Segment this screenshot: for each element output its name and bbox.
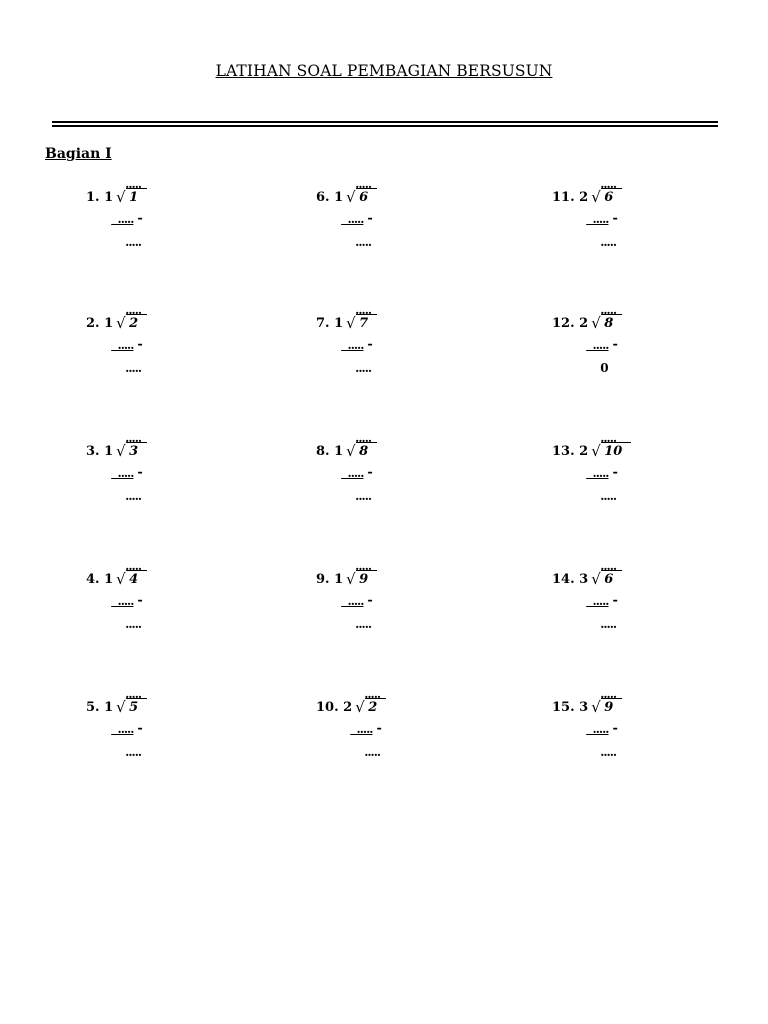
division-problem	[86, 177, 226, 280]
dividend-value: 9	[359, 572, 369, 587]
subtrahend-placeholder: .....	[111, 212, 134, 226]
subtraction-line	[586, 212, 608, 226]
minus-sign: -	[137, 593, 143, 608]
divisor-label: 9. 1	[316, 572, 344, 587]
dividend-value: 7	[359, 316, 369, 331]
dividend-value: 4	[129, 572, 139, 587]
quotient-placeholder: .....	[125, 177, 142, 191]
quotient-placeholder: .....	[600, 431, 617, 445]
division-bracket-icon: √	[116, 442, 126, 460]
division-problem	[316, 177, 456, 280]
subtrahend-placeholder: .....	[111, 722, 134, 736]
dividend-value: 6	[359, 190, 369, 205]
remainder-value: .....	[355, 489, 372, 503]
division-bracket-icon: √	[346, 442, 356, 460]
divisor-label: 8. 1	[316, 444, 344, 459]
divisor-label: 1. 1	[86, 190, 114, 205]
remainder-value: .....	[600, 745, 617, 759]
divisor-label: 11. 2	[552, 190, 589, 205]
dividend-value: 10	[604, 444, 623, 459]
minus-sign: -	[137, 465, 143, 480]
minus-sign: -	[367, 211, 373, 226]
remainder-value: .....	[125, 361, 142, 375]
minus-sign: -	[137, 337, 143, 352]
subtrahend-placeholder: .....	[341, 594, 364, 608]
divisor-label: 6. 1	[316, 190, 344, 205]
minus-sign: -	[612, 721, 618, 736]
subtraction-line	[111, 212, 133, 226]
dividend-value: 2	[368, 700, 378, 715]
remainder-value: .....	[364, 745, 381, 759]
division-problem	[316, 431, 456, 534]
subtrahend-placeholder: .....	[350, 722, 373, 736]
dividend-value: 6	[604, 572, 614, 587]
page-title: LATIHAN SOAL PEMBAGIAN BERSUSUN	[215, 62, 553, 80]
minus-sign: -	[367, 465, 373, 480]
subtraction-line	[350, 722, 372, 736]
minus-sign: -	[137, 721, 143, 736]
division-problem	[552, 303, 692, 406]
dividend-value: 8	[604, 316, 614, 331]
divisor-label: 15. 3	[552, 700, 589, 715]
division-bracket-icon: √	[116, 570, 126, 588]
division-bracket-icon: √	[346, 188, 356, 206]
quotient-placeholder: .....	[125, 303, 142, 317]
dividend-value: 8	[359, 444, 369, 459]
quotient-placeholder: .....	[600, 177, 617, 191]
division-bracket-icon: √	[591, 442, 601, 460]
division-problem	[86, 559, 226, 662]
divisor-label: 14. 3	[552, 572, 589, 587]
subtraction-line	[111, 594, 133, 608]
division-problem	[316, 687, 456, 790]
division-bracket-icon: √	[591, 314, 601, 332]
subtraction-line	[341, 594, 363, 608]
division-problem	[86, 303, 226, 406]
dividend-value: 3	[129, 444, 139, 459]
quotient-placeholder: .....	[600, 559, 617, 573]
dividend-value: 2	[129, 316, 139, 331]
divisor-label: 12. 2	[552, 316, 589, 331]
subtrahend-placeholder: .....	[111, 594, 134, 608]
minus-sign: -	[612, 465, 618, 480]
division-bracket-icon: √	[116, 698, 126, 716]
subtrahend-placeholder: .....	[341, 338, 364, 352]
remainder-value: .....	[600, 617, 617, 631]
quotient-placeholder: .....	[355, 303, 372, 317]
subtraction-line	[586, 466, 608, 480]
subtrahend-placeholder: .....	[341, 466, 364, 480]
dividend-value: 6	[604, 190, 614, 205]
title-rule-top	[52, 121, 718, 123]
divisor-label: 13. 2	[552, 444, 589, 459]
division-bracket-icon: √	[591, 698, 601, 716]
quotient-placeholder: .....	[355, 431, 372, 445]
remainder-value: .....	[125, 617, 142, 631]
remainder-value: .....	[600, 235, 617, 249]
quotient-placeholder: .....	[125, 559, 142, 573]
subtrahend-placeholder: .....	[111, 338, 134, 352]
subtraction-line	[341, 466, 363, 480]
minus-sign: -	[367, 593, 373, 608]
remainder-value: .....	[355, 235, 372, 249]
remainder-value: .....	[600, 489, 617, 503]
subtrahend-placeholder: .....	[111, 466, 134, 480]
quotient-placeholder: .....	[125, 687, 142, 701]
division-bracket-icon: √	[355, 698, 365, 716]
quotient-placeholder: .....	[364, 687, 381, 701]
subtraction-line	[341, 212, 363, 226]
divisor-label: 7. 1	[316, 316, 344, 331]
title-rule-bottom	[52, 125, 718, 127]
division-bracket-icon: √	[346, 570, 356, 588]
remainder-value: .....	[125, 489, 142, 503]
subtraction-line	[111, 722, 133, 736]
division-problem	[552, 687, 692, 790]
division-bracket-icon: √	[591, 570, 601, 588]
division-problem	[316, 559, 456, 662]
minus-sign: -	[137, 211, 143, 226]
divisor-label: 3. 1	[86, 444, 114, 459]
subtraction-line	[586, 338, 608, 352]
division-problem	[316, 303, 456, 406]
minus-sign: -	[612, 211, 618, 226]
subtraction-line	[586, 722, 608, 736]
divisor-label: 10. 2	[316, 700, 353, 715]
divisor-label: 2. 1	[86, 316, 114, 331]
division-problem	[86, 687, 226, 790]
subtraction-line	[586, 594, 608, 608]
divisor-label: 5. 1	[86, 700, 114, 715]
division-bracket-icon: √	[116, 188, 126, 206]
subtraction-line	[341, 338, 363, 352]
division-problem	[552, 431, 692, 534]
remainder-value: 0	[600, 361, 608, 375]
division-problem	[86, 431, 226, 534]
subtrahend-placeholder: .....	[341, 212, 364, 226]
subtrahend-placeholder: .....	[586, 466, 609, 480]
remainder-value: .....	[125, 235, 142, 249]
subtrahend-placeholder: .....	[586, 338, 609, 352]
remainder-value: .....	[125, 745, 142, 759]
minus-sign: -	[612, 593, 618, 608]
division-bracket-icon: √	[591, 188, 601, 206]
quotient-placeholder: .....	[355, 559, 372, 573]
dividend-value: 9	[604, 700, 614, 715]
remainder-value: .....	[355, 617, 372, 631]
division-bracket-icon: √	[346, 314, 356, 332]
subtrahend-placeholder: .....	[586, 212, 609, 226]
minus-sign: -	[367, 337, 373, 352]
quotient-placeholder: .....	[125, 431, 142, 445]
quotient-placeholder: .....	[600, 687, 617, 701]
section-heading: Bagian I	[45, 146, 112, 162]
subtraction-line	[111, 338, 133, 352]
division-problem	[552, 559, 692, 662]
minus-sign: -	[612, 337, 618, 352]
division-bracket-icon: √	[116, 314, 126, 332]
divisor-label: 4. 1	[86, 572, 114, 587]
remainder-value: .....	[355, 361, 372, 375]
subtrahend-placeholder: .....	[586, 594, 609, 608]
quotient-placeholder: .....	[600, 303, 617, 317]
subtraction-line	[111, 466, 133, 480]
division-problem	[552, 177, 692, 280]
dividend-value: 5	[129, 700, 139, 715]
dividend-value: 1	[129, 190, 139, 205]
subtrahend-placeholder: .....	[586, 722, 609, 736]
quotient-placeholder: .....	[355, 177, 372, 191]
minus-sign: -	[376, 721, 382, 736]
